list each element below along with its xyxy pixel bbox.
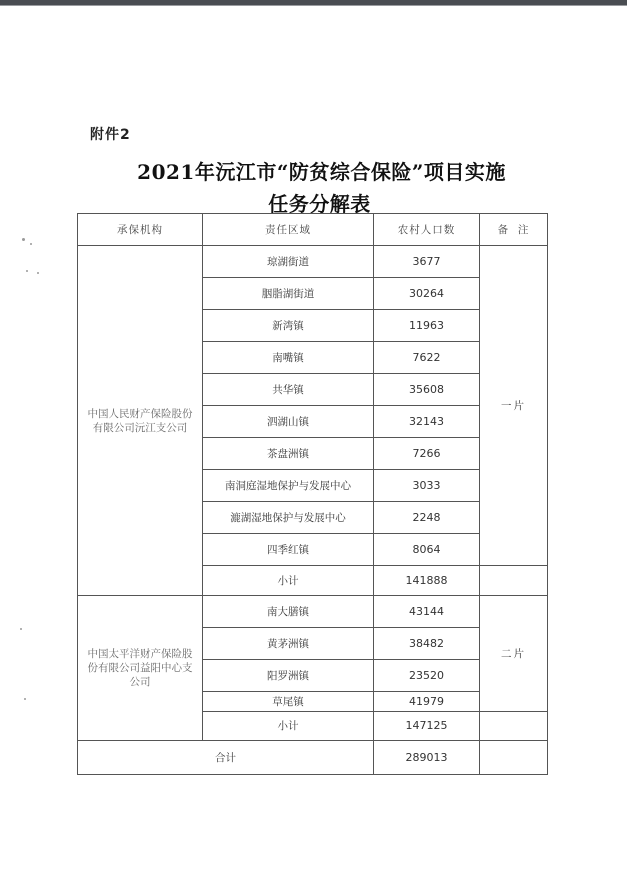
- scan-speck: [20, 628, 22, 630]
- window-top-bar-edge: [0, 5, 627, 6]
- area-cell: 南大膳镇: [203, 596, 374, 628]
- population-cell: 8064: [374, 534, 480, 566]
- subtotal-value: 147125: [374, 712, 480, 741]
- population-cell: 7622: [374, 342, 480, 374]
- table-row: [78, 246, 548, 278]
- insurer-cell-2: 中国太平洋财产保险股份有限公司益阳中心支公司: [78, 596, 203, 741]
- population-cell: 23520: [374, 660, 480, 692]
- document-title-line1: 2021年沅江市“防贫综合保险”项目实施: [137, 160, 506, 184]
- scan-speck: [22, 238, 25, 241]
- subtotal-value: 141888: [374, 566, 480, 596]
- population-cell: 3677: [374, 246, 480, 278]
- area-cell: 南嘴镇: [203, 342, 374, 374]
- note-cell-2: 二片: [480, 596, 548, 712]
- total-label: 合计: [78, 741, 374, 775]
- note-cell-1: 一片: [480, 246, 548, 566]
- subtotal-label: 小计: [203, 712, 374, 741]
- population-cell: 11963: [374, 310, 480, 342]
- document-title-line2: 任务分解表: [268, 192, 371, 216]
- scan-speck: [30, 243, 32, 245]
- area-cell: 草尾镇: [203, 692, 374, 712]
- area-cell: 黄茅洲镇: [203, 628, 374, 660]
- scan-speck: [24, 698, 26, 700]
- task-breakdown-table: [77, 213, 548, 775]
- population-cell: 41979: [374, 692, 480, 712]
- area-cell: 漉湖湿地保护与发展中心: [203, 502, 374, 534]
- header-insurer: 承保机构: [78, 214, 203, 246]
- insurer-cell-1: 中国人民财产保险股份有限公司沅江支公司: [78, 246, 203, 596]
- population-cell: 38482: [374, 628, 480, 660]
- area-cell: 共华镇: [203, 374, 374, 406]
- table-row: [78, 596, 548, 628]
- total-value: 289013: [374, 741, 480, 775]
- population-cell: 32143: [374, 406, 480, 438]
- population-cell: 43144: [374, 596, 480, 628]
- area-cell: 泗湖山镇: [203, 406, 374, 438]
- population-cell: 7266: [374, 438, 480, 470]
- area-cell: 琼湖街道: [203, 246, 374, 278]
- area-cell: 茶盘洲镇: [203, 438, 374, 470]
- subtotal-label: 小计: [203, 566, 374, 596]
- area-cell: 南洞庭湿地保护与发展中心: [203, 470, 374, 502]
- total-row: [78, 741, 548, 775]
- scan-speck: [26, 270, 28, 272]
- area-cell: 阳罗洲镇: [203, 660, 374, 692]
- area-cell: 四季红镇: [203, 534, 374, 566]
- subtotal-note-empty: [480, 566, 548, 596]
- population-cell: 35608: [374, 374, 480, 406]
- population-cell: 3033: [374, 470, 480, 502]
- table-header-row: [78, 214, 548, 246]
- header-note: 备 注: [480, 214, 548, 246]
- area-cell: 新湾镇: [203, 310, 374, 342]
- scan-speck: [37, 272, 39, 274]
- area-cell: 胭脂湖街道: [203, 278, 374, 310]
- total-note-empty: [480, 741, 548, 775]
- population-cell: 30264: [374, 278, 480, 310]
- attachment-label: 附件2: [90, 127, 131, 143]
- population-cell: 2248: [374, 502, 480, 534]
- header-area: 责任区域: [203, 214, 374, 246]
- header-population: 农村人口数: [374, 214, 480, 246]
- subtotal-note-empty: [480, 712, 548, 741]
